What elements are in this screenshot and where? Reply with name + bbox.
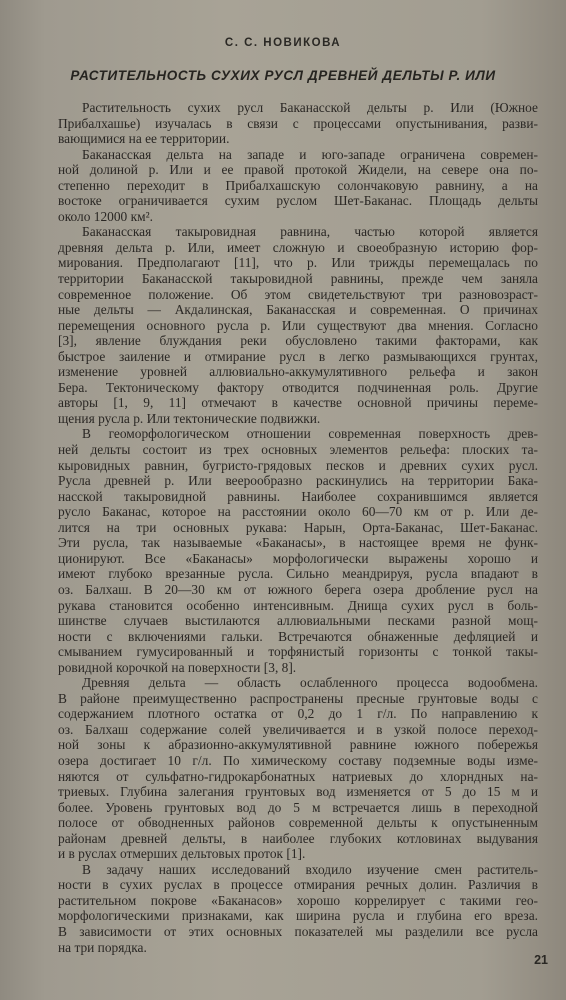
text-line: современное положение. Об этом свидетельствуют три разновозраст- [58, 286, 538, 302]
text-line: имеют глубоко врезанные русла. Сильно меандрируя, русла впадают в [58, 566, 538, 582]
paragraph [58, 100, 538, 147]
text-line: быстрое заиление и отмирание русл в легко размывающихся грунтах, [58, 348, 538, 364]
text-line: оз. Балхаш. В 20—30 км от южного берега озера дробление русл на [58, 581, 538, 597]
text-line: Русла древней р. Или веерообразно раскинулись на территории Бака- [58, 473, 538, 489]
text-line: В районе преимущественно распространены пресные грунтовые воды с [58, 690, 538, 706]
text-line: мирования. Предполагают [11], что р. Или трижды перемещалась по [58, 255, 538, 271]
text-line: В задачу наших исследований входило изучение смен раститель- [82, 861, 538, 877]
text-line: ровидной корочкой на поверхности [3, 8]. [58, 659, 297, 675]
text-line: кыровидных равнин, бугристо-грядовых песков и древних сухих русл. [58, 457, 538, 473]
text-line: [3], явление блуждания реки обусловлено такими факторами, как [58, 333, 538, 349]
text-line: ционируют. Все «Баканасы» морфологически выражены хорошо и [58, 550, 538, 566]
text-line: ности в сухих руслах в процессе отмирания речных долин. Различия в [58, 877, 538, 893]
text-line: насской такыровидной равнины. Наиболее сохранившимся является [58, 488, 538, 504]
text-line: районам древней дельты, в наиболее глубоких котловинах выдувания [58, 830, 538, 846]
text-line: В зависимости от этих основных показателей мы разделили все русла [58, 923, 538, 939]
text-line: В геоморфологическом отношении современная поверхность древ- [82, 426, 538, 442]
paragraph [58, 426, 538, 675]
text-line: изменение уровней аллювиально-аккумулятивного рельефа и закон [58, 364, 538, 380]
text-line: более. Уровень грунтовых вод до 5 м встречается лишь в переходной [58, 799, 538, 815]
article-body [58, 100, 538, 955]
text-line: ные дельты — Акдалинская, Баканасская и современная. О причинах [58, 302, 538, 318]
text-line: полосе от обводненных районов современной дельты к опустыненным [58, 815, 538, 831]
text-line: Растительность сухих русл Баканасской дельты р. Или (Южное [82, 100, 538, 115]
article-title: РАСТИТЕЛЬНОСТЬ СУХИХ РУСЛ ДРЕВНЕЙ ДЕЛЬТЫ Р. ИЛИ [70, 68, 496, 83]
page-number: 21 [534, 953, 548, 967]
author-name: С. С. НОВИКОВА [224, 37, 342, 49]
text-line: авторы [1, 9, 11] отмечают в качестве основной причины переме- [58, 395, 538, 411]
text-line: содержанием плотного остатка от 0,2 до 1 г/л. По направлению к [58, 706, 538, 722]
text-line: ности с включениями гальки. Встречаются обнаженные дефляцией и [58, 628, 538, 644]
text-line: перемещения основного русла р. Или существуют два мнения. Согласно [58, 317, 538, 333]
text-line: около 12000 км². [58, 208, 153, 224]
text-line: растительном покрове «Баканасов» хорошо коррелирует с такими гео- [58, 892, 538, 908]
text-line: лится на три основных рукава: Нарын, Орта-Баканас, Шет-Баканас. [58, 519, 538, 535]
text-line: Эти русла, так называемые «Баканасы», в настоящее время не функ- [58, 535, 538, 551]
text-line: древняя дельта р. Или, имеет сложную и своеобразную историю фор- [58, 239, 538, 255]
text-line: территории Баканасской такыровидной равнины, прежде чем заняла [58, 271, 538, 287]
text-line: ной долиной р. Или и ее правой протокой Жидели, на севере она по- [58, 162, 538, 178]
paragraph [58, 147, 538, 225]
text-line: Баканасская дельта на западе и юго-западе ограничена современ- [82, 146, 538, 162]
text-line: шинстве случаев выстилаются аллювиальными песками разной мощ- [58, 613, 538, 629]
text-line: ней дельты состоит из трех основных элементов рельефа: плоских та- [58, 442, 538, 458]
text-line: Древняя дельта — область ослабленного процесса водообмена. [82, 675, 538, 691]
text-line: щения русла р. Или тектонические подвижки. [58, 410, 321, 426]
text-line: ной зоны к абразионно-аккумулятивной равнине южного побережья [58, 737, 538, 753]
text-line: няются от сульфатно-гидрокарбонатных натриевых до хлорндных на- [58, 768, 538, 784]
text-line: рукава становится особенно интенсивным. Днища сухих русл в боль- [58, 597, 538, 613]
text-line: вающимися на ее территории. [58, 131, 230, 147]
text-line: и в руслах отмерших дельтовых проток [1]. [58, 846, 306, 862]
text-line: Бера. Тектоническому фактору отводится подчиненная роль. Другие [58, 379, 538, 395]
text-line: востоке ограничивается сухим руслом Шет-Баканас. Площадь дельты [58, 193, 538, 209]
text-line: Баканасская такыровидная равнина, частью которой является [82, 224, 538, 240]
paragraph [58, 862, 538, 955]
text-line: степенно переходит в Прибалхашскую солончаковую равнину, а на [58, 177, 538, 193]
text-line: оз. Балхаш содержание солей увеличивается и в узкой полосе переход- [58, 721, 538, 737]
text-line: Прибалхашье) изучалась в связи с процессами опустынивания, разви- [58, 115, 538, 131]
text-line: озера достигает 10 г/л. По химическому составу подземные воды изме- [58, 752, 538, 768]
paragraph [58, 675, 538, 862]
text-line: русло Баканас, которое на расстоянии около 60—70 км от р. Или де- [58, 504, 538, 520]
paragraph [58, 224, 538, 426]
text-line: триевых. Глубина залегания грунтовых вод изменяется от 5 до 15 м и [58, 784, 538, 800]
text-line: на три порядка. [58, 939, 147, 955]
text-line: морфологическими признаками, как ширина русла и глубина его вреза. [58, 908, 538, 924]
text-line: смыванием гумусированный и торфянистый горизонты с тонкой такы- [58, 644, 538, 660]
